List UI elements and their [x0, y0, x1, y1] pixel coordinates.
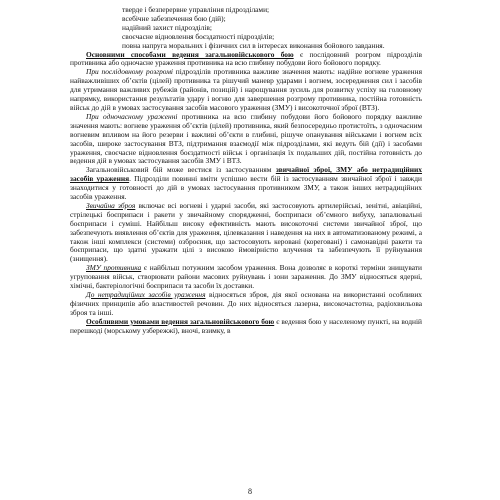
- paragraph-text: є найбільш потужним засобом ураження. Вона дозволяє в короткі терміни знищувати угруповання військ, створювати райони масових руйнувань і зони зараження. До ЗМУ відносяться ядерні, хімічні, бактеріологічні боєприпаси та засоби їх доставки.: [70, 263, 422, 291]
- list-item: всебічне забезпечення бою (дій);: [122, 13, 226, 23]
- italic-lead: До нетрадиційних засобів ураження: [86, 290, 206, 299]
- paragraph-text: . Підрозділи повинні вміти успішно вести бій із застосуванням звичайної зброї і завжди знаходитися у готовності до дій в умовах застосування противником ЗМУ, а також інших нетрадиційних засобів ураження.: [70, 174, 422, 202]
- list-item: повна напруга моральних і фізичних сил в інтересах виконання бойового завдання.: [122, 40, 385, 50]
- paragraph: [70, 68, 422, 113]
- italic-lead: Звичайна зброя: [86, 200, 136, 210]
- paragraph: [70, 291, 422, 318]
- paragraph: [70, 264, 422, 291]
- paragraph-text: Загальновійськовий бій може вестися із застосуванням: [86, 165, 276, 175]
- paragraph-text: включає всі вогневі і ударні засоби, які застосовують артилерійські, зенітні, авіаційні, стрілецькі боєприпаси і ракети у звичайному спорядженні, боєприпаси об’ємного вибуху, запалювальні боєприпаси і суміші. Найбільш високу ефективність мають високоточні системи звичайної зброї, що забезпечують виявлення об’єктів для ураження, цілевказання і наведення на них в автоматизованому режимі, а також інші комплекси (системи) озброєння, що застосовують керовані (кореговані) і самонавідні ракети та боєприпаси, що здатні уражати цілі з високою ймовірністю влучення та забезпечують її руйнування (знищення).: [70, 200, 422, 264]
- list-item: тверде і безперервне управління підрозділами;: [122, 5, 270, 14]
- body-text: [70, 6, 422, 336]
- italic-lead: При одночасному ураженні: [86, 111, 178, 121]
- paragraph: [70, 166, 422, 202]
- paragraph-text: противника на всю глибину побудови його бойового порядку важливе значення мають: вогневе ураження об’єктів (цілей) противника, який безпосередньо протистоїть, з одночасним вогневим впливом на його резерви і важливі об’єкти в глибині, рішуче опанування військами і вогнем всіх засобів, широке застосування ВТЗ, підтримання взаємодії між підрозділами, які ведуть бій (дії) і засобами ураження, своєчасне відновлення боєздатності військ і організація їх подальших дій, постійна готовність до ведення дій в умовах застосування засобів ЗМУ і ВТЗ.: [70, 111, 422, 166]
- paragraph-text: є послідовний розгром підрозділів противника або одночасне ураження противника на всю глибину побудови його бойового порядку.: [70, 49, 422, 68]
- bold-term: звичайної зброї, ЗМУ або нетрадиційних засобів ураження: [70, 165, 423, 184]
- paragraph-text: відносяться зброя, дія якої основана на використанні особливих фізичних принципів або властивостей речовин. До них відносяться лазерна, високочастотна, радіохвильова зброя та інші.: [70, 290, 422, 317]
- paragraph-text: є ведення бою у населеному пункті, на водній перешкоді (морському узбережжі), вночі, взимку, в: [70, 316, 422, 335]
- bold-lead: Особливими умовами ведення загальновійськового бою: [86, 316, 275, 326]
- italic-lead: ЗМУ противника: [86, 263, 142, 273]
- paragraph-text: підрозділів противника важливе значення мають: надійне вогневе ураження найважливіших об’єктів (цілей) противника та рішучий маневр ударами і вогнем, зосередження сил і засобів для утримання важливих рубежів (районів, позицій) і нарощування зусиль для розвитку успіху на головному напрямку, використання результатів удару і вогню для завершення розгрому противника, постійна готовність військ до дій в умовах застосування засобів масового ураження (ЗМУ) і високоточної зброї (ВТЗ).: [70, 67, 422, 112]
- paragraph: [70, 51, 422, 69]
- paragraph: [70, 113, 422, 166]
- page-number: 8: [248, 487, 252, 496]
- paragraph: [70, 202, 422, 264]
- bold-lead: Основними способами ведення загальновійськового бою: [86, 49, 294, 59]
- italic-lead: При послідовному розгромі: [86, 67, 173, 77]
- paragraph: [70, 318, 422, 336]
- list-item: своєчасне відновлення боєздатності підрозділів;: [122, 31, 275, 41]
- list-item: надійний захист підрозділів;: [122, 22, 212, 32]
